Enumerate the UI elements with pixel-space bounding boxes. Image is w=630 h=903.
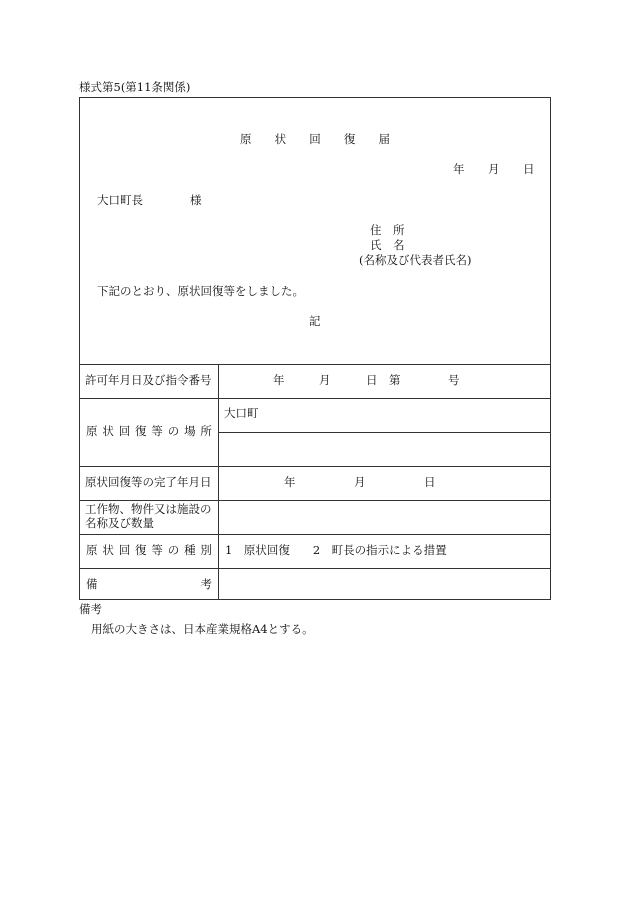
footnote-text: 用紙の大きさは、日本産業規格A4とする。: [91, 622, 314, 636]
label-char: 備: [86, 577, 98, 591]
rule-column-divider: [218, 364, 219, 600]
label-char: 回: [118, 424, 131, 438]
type-value: 1 原状回復 2 町長の指示による措置: [225, 543, 447, 557]
label-char: 原: [86, 543, 98, 557]
form-title: [240, 134, 390, 146]
label-char: 別: [200, 543, 212, 557]
completion-label: 原状回復等の完了年月日: [85, 475, 212, 489]
rule-location-end: [80, 466, 550, 467]
location-value: 大口町: [224, 406, 259, 420]
label-char: の: [167, 424, 180, 438]
applicant-name-label: 氏 名: [370, 238, 405, 252]
permit-month: 月: [319, 373, 331, 387]
date-month: 月: [488, 162, 500, 176]
label-char: 原: [86, 424, 98, 438]
title-char: 原: [240, 132, 252, 146]
rule-permit-end: [80, 398, 550, 399]
statement-text: 下記のとおり、原状回復等をしました。: [97, 284, 304, 298]
rule-type-end: [80, 568, 550, 569]
label-char: 考: [200, 577, 212, 591]
addressee-name: 大口町長: [97, 193, 143, 207]
label-char: 等: [151, 543, 163, 557]
title-char: 回: [309, 132, 321, 146]
rule-location-mid: [218, 432, 551, 433]
label-char: 復: [135, 543, 147, 557]
rule-completion-end: [80, 500, 550, 501]
label-char: 状: [102, 543, 114, 557]
ki-mark: 記: [309, 314, 321, 328]
label-char: 状: [102, 424, 114, 438]
completion-year: 年: [284, 475, 296, 489]
permit-year: 年: [273, 373, 285, 387]
type-label: [86, 545, 212, 557]
applicant-address-label: 住 所: [370, 223, 405, 237]
footnote-heading: 備考: [79, 602, 102, 616]
structure-label-line2: 名称及び数量: [85, 516, 154, 530]
label-char: 所: [200, 424, 212, 438]
label-char: の: [167, 543, 180, 557]
permit-dai: 第: [389, 373, 401, 387]
label-char: 種: [184, 543, 196, 557]
rule-structure-end: [80, 534, 550, 535]
completion-month: 月: [354, 475, 366, 489]
location-label: [86, 426, 212, 438]
permit-day: 日: [366, 373, 378, 387]
label-char: 回: [118, 543, 131, 557]
title-char: 状: [274, 132, 287, 146]
rule-header-end: [80, 364, 550, 365]
title-char: 復: [343, 132, 356, 146]
permit-label: 許可年月日及び指令番号: [85, 373, 212, 387]
label-char: 復: [135, 424, 147, 438]
structure-label-line1: 工作物、物件又は施設の: [85, 502, 212, 516]
applicant-name-note: (名称及び代表者氏名): [359, 253, 472, 267]
addressee-honorific: 様: [190, 193, 202, 207]
form-label: 様式第5(第11条関係): [79, 80, 191, 94]
date-day: 日: [523, 162, 535, 176]
permit-gou: 号: [448, 373, 460, 387]
completion-day: 日: [424, 475, 436, 489]
label-char: 場: [184, 424, 196, 438]
remarks-label: [86, 579, 212, 591]
date-year: 年: [453, 162, 465, 176]
title-char: 届: [378, 132, 390, 146]
label-char: 等: [151, 424, 163, 438]
